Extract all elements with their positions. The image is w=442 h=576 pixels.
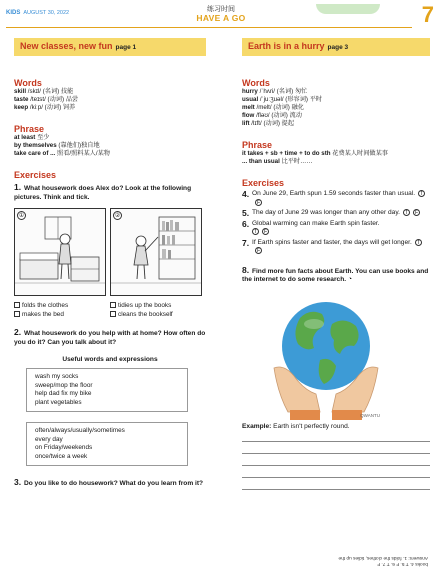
- list-item: once/twice a week: [35, 452, 88, 460]
- question-1: 1. What housework does Alex do? Look at the following pictures. Think and tick.: [14, 182, 192, 201]
- page-header: [6, 2, 436, 27]
- list-item: often/always/usually/sometimes: [35, 427, 125, 434]
- image-credit: QWANTU: [360, 412, 380, 418]
- checkbox[interactable]: [14, 311, 20, 317]
- answer-key: [300, 554, 428, 566]
- exercise-6: 6. Global warming can make Earth spin faster. T F: [242, 218, 380, 235]
- left-banner: [14, 38, 206, 56]
- list-item: plant vegetables: [35, 398, 82, 406]
- phrase-entry: take care of ... 照看/照料某人/某物: [14, 150, 110, 157]
- useful-words-box-1: [26, 368, 188, 412]
- useful-words-title: Useful words and expressions: [62, 356, 158, 363]
- phrase-entry: by themselves (靠他们)独自地: [14, 142, 100, 149]
- answer-line: books 4. T 5. F 6. T 7. F: [377, 561, 428, 566]
- question-8: 8. Find more fun facts about Earth. You can use books and the internet to do some research. ◔: [242, 264, 429, 283]
- phrase-entry: ... than usual 比平时……: [242, 158, 313, 165]
- picture-1: [14, 208, 106, 296]
- header-title: HAVE A GO: [196, 13, 246, 23]
- tick-options: [14, 301, 206, 319]
- word-entry: lift /lɪft/ (动词) 提起: [242, 120, 295, 127]
- picture-2-number: ②: [114, 213, 121, 219]
- housework-pictures: [14, 208, 206, 296]
- phrase-entry: it takes + sb + time + to do sth 花费某人时间做某事: [242, 150, 388, 157]
- answer-line: Answers: 1. folds the clothes, tidies up the: [338, 555, 428, 560]
- left-exercises-title: Exercises: [14, 170, 57, 180]
- list-item: help dad fix my bike: [35, 390, 92, 397]
- false-circle[interactable]: F: [263, 229, 268, 235]
- page-number: 7: [421, 2, 434, 27]
- word-entry: taste /teɪst/ (动词) 品尝: [14, 96, 79, 103]
- word-entry: skill /skɪl/ (名词) 技能: [14, 88, 74, 95]
- masthead-date: AUGUST 30, 2022: [23, 10, 70, 16]
- exercise-4: 4. On June 29, Earth spun 1.59 seconds faster than usual. TF: [242, 189, 424, 206]
- word-entry: melt /melt/ (动词) 融化: [242, 104, 304, 111]
- bookshelf-illustration: [111, 209, 201, 295]
- word-entry: usual /ˈjuːʒuəl/ (形容词) 平时: [242, 96, 323, 103]
- right-banner-page: page 3: [327, 44, 349, 51]
- checkbox[interactable]: [14, 302, 20, 308]
- right-column: [242, 38, 430, 490]
- header-rule: [6, 27, 412, 28]
- right-phrase-title: Phrase: [242, 140, 273, 150]
- checkbox[interactable]: [110, 302, 116, 308]
- true-circle[interactable]: T: [253, 229, 258, 235]
- list-item: every day: [35, 435, 63, 443]
- left-banner-page: page 1: [115, 44, 137, 51]
- left-phrase-title: Phrase: [14, 124, 45, 134]
- phrase-entry: at least 至少: [14, 134, 50, 141]
- false-circle[interactable]: F: [256, 199, 261, 206]
- globe-illustration: [270, 294, 382, 420]
- left-column: [14, 38, 206, 489]
- useful-words-box-2: [26, 422, 188, 466]
- right-banner: [242, 38, 430, 56]
- exercise-7: 7. If Earth spins faster and faster, the days will get longer. TF: [242, 237, 420, 254]
- checkbox[interactable]: [110, 311, 116, 317]
- word-entry: keep /kiːp/ (动词) 饲养: [14, 104, 76, 111]
- writing-line[interactable]: [242, 441, 430, 442]
- list-item: sweep/mop the floor: [35, 381, 93, 389]
- word-entry: flow /fləʊ/ (动词) 流动: [242, 112, 302, 119]
- option-folds-clothes[interactable]: folds the clothes: [14, 301, 110, 310]
- picture-1-number: ①: [18, 213, 25, 219]
- right-words-title: Words: [242, 78, 270, 88]
- true-circle[interactable]: T: [420, 191, 424, 197]
- false-circle[interactable]: F: [414, 210, 418, 216]
- list-item: on Friday/weekends: [35, 444, 93, 451]
- writing-line[interactable]: [242, 453, 430, 454]
- word-entry: hurry /ˈhʌri/ (名词) 匆忙: [242, 88, 308, 95]
- bedroom-illustration: [15, 209, 105, 295]
- research-icon: ◔: [347, 276, 353, 283]
- earth-in-hands-image: [270, 294, 382, 420]
- example-line: Example: Earth isn't perfectly round.: [242, 422, 350, 430]
- true-circle[interactable]: T: [404, 210, 408, 216]
- writing-line[interactable]: [242, 489, 430, 490]
- left-banner-title: New classes, new fun: [20, 41, 113, 51]
- true-circle[interactable]: T: [416, 239, 420, 246]
- question-2: 2. What housework do you help with at home? How often do you do it? Can you talk about it?: [14, 327, 206, 346]
- left-words-title: Words: [14, 78, 42, 88]
- picture-2: [110, 208, 202, 296]
- question-3: 3. Do you like to do housework? What do you learn from it?: [14, 477, 204, 487]
- right-banner-title: Earth is in a hurry: [248, 41, 325, 51]
- masthead-kids: KIDS: [6, 10, 21, 16]
- false-circle[interactable]: F: [256, 248, 261, 254]
- right-exercises-title: Exercises: [242, 178, 285, 188]
- header-chinese-title: 练习时间: [207, 6, 235, 13]
- option-makes-bed[interactable]: makes the bed: [14, 310, 110, 319]
- exercise-5: 5. The day of June 29 was longer than any other day. T F: [242, 208, 418, 218]
- writing-line[interactable]: [242, 465, 430, 466]
- writing-line[interactable]: [242, 477, 430, 478]
- option-cleans-bookself[interactable]: cleans the bookself: [110, 310, 206, 319]
- option-tidies-books[interactable]: tidies up the books: [110, 301, 206, 310]
- list-item: wash my socks: [35, 373, 79, 380]
